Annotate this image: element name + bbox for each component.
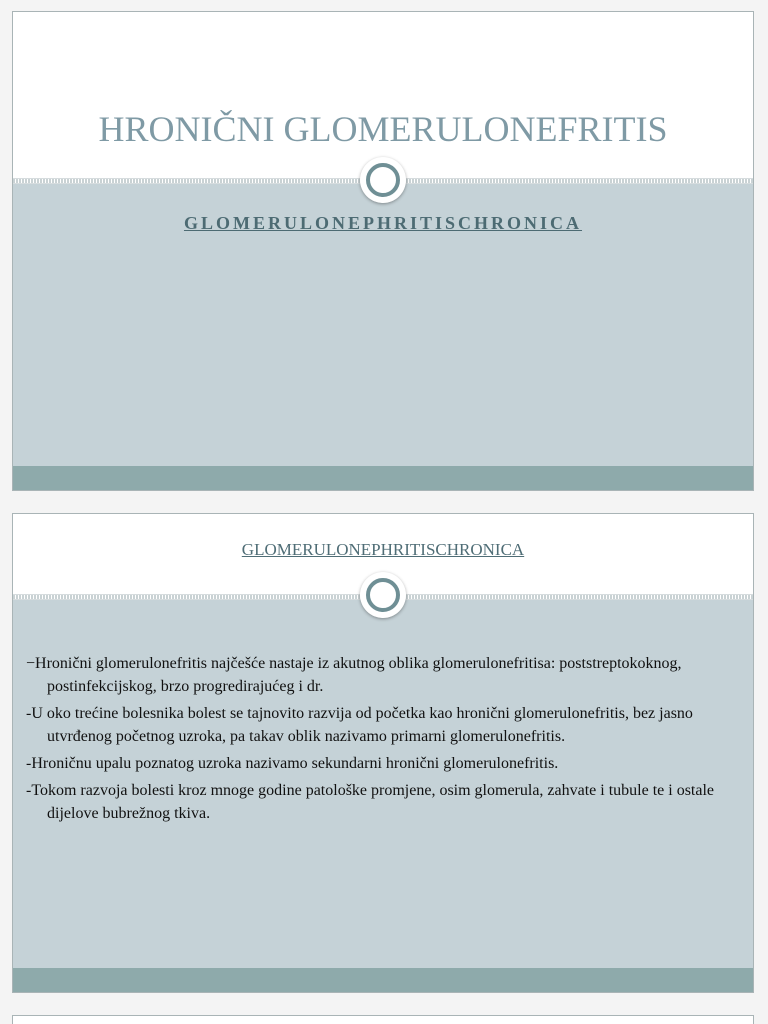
slide-title: HRONIČNI GLOMERULONEFRITIS (98, 109, 668, 149)
circle-ornament-icon (360, 157, 406, 203)
slide-1 (12, 11, 754, 491)
circle-ornament-icon (360, 572, 406, 618)
slide-2 (12, 513, 754, 993)
footer-bar (13, 968, 753, 992)
slide-header-area (13, 12, 753, 179)
bullet-item: −Hronični glomerulonefritis najčešće nastaje iz akutnog oblika glomerulonefritisa: poststreptokoknog, postinfekcijskog, brzo progredirajućeg i dr. (26, 655, 682, 695)
slide-body-area (13, 184, 753, 468)
slide-subtitle: GLOMERULONEPHRITISCHRONICA (183, 213, 583, 233)
bullet-item: -U oko trećine bolesnika bolest se tajnovito razvija od početka kao hronični glomerulonefritis, bez jasno utvrđenog početnog uzroka, pa takav oblik nazivamo primarni glomerulonefritis. (26, 705, 693, 745)
slide-3 (12, 1015, 754, 1024)
slide-title: GLOMERULONEPHRITISCHRONICA (241, 540, 525, 559)
bullet-item: -Hroničnu upalu poznatog uzroka nazivamo sekundarni hronični glomerulonefritis. (26, 755, 559, 772)
bullet-list (26, 652, 737, 829)
bullet-item: -Tokom razvoja bolesti kroz mnoge godine patološke promjene, osim glomerula, zahvate i tubule te i ostale dijelove bubrežnog tkiva. (26, 782, 715, 822)
footer-bar (13, 466, 753, 490)
